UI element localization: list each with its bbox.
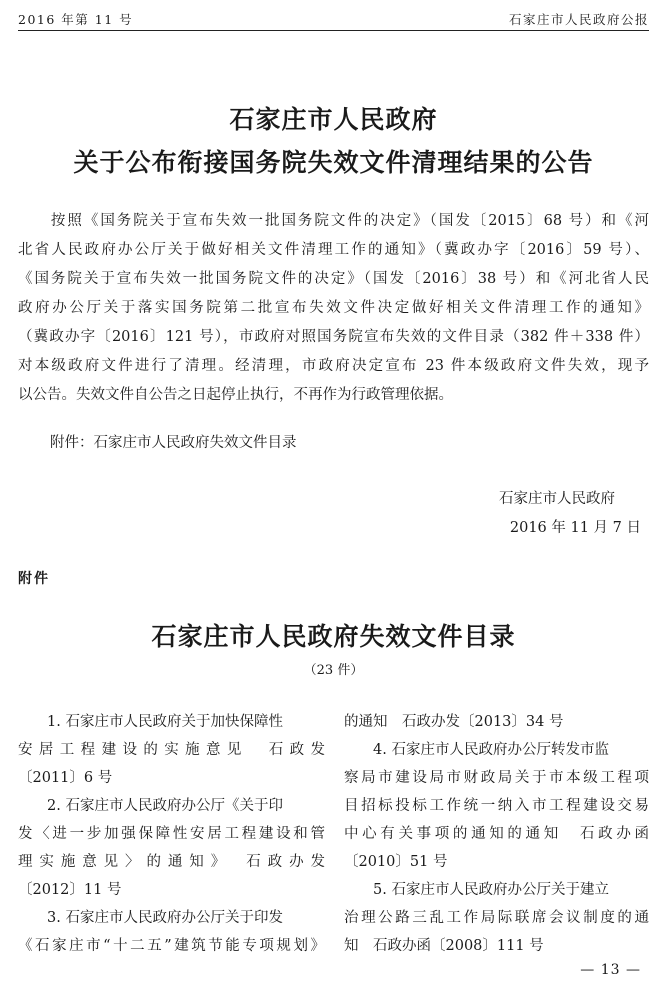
list-item-line: 的通知 石政办发〔2013〕34 号 bbox=[344, 714, 564, 730]
list-item-line: 〔2011〕6 号 bbox=[18, 770, 113, 786]
body-line: 以公告。失效文件自公告之日起停止执行，不再作为行政管理依据。 bbox=[18, 387, 453, 403]
signature-org: 石家庄市人民政府 bbox=[499, 491, 615, 507]
list-item-line: 中心有关事项的通知的通知 石政办函 bbox=[344, 826, 649, 842]
page-number: — 13 — bbox=[580, 962, 641, 978]
page-header bbox=[18, 10, 649, 30]
list-item-line: 〔2010〕51 号 bbox=[344, 854, 448, 870]
title-line-2: 关于公布衔接国务院失效文件清理结果的公告 bbox=[73, 148, 594, 177]
body-line: 《国务院关于宣布失效一批国务院文件的决定》（国发〔2016〕38 号）和《河北省人民 bbox=[18, 271, 649, 287]
title-line-1: 石家庄市人民政府 bbox=[229, 105, 438, 134]
publication-name: 石家庄市人民政府公报 bbox=[508, 12, 649, 27]
list-item-line: 安居工程建设的实施意见 石政发 bbox=[18, 742, 325, 758]
issue-label: 2016 年第 11 号 bbox=[18, 12, 134, 27]
list-item-line: 理实施意见〉的通知》 石政办发 bbox=[18, 854, 325, 870]
appendix-title: 石家庄市人民政府失效文件目录 bbox=[151, 622, 516, 651]
list-item-line: 1. 石家庄市人民政府关于加快保障性 bbox=[18, 714, 283, 730]
list-item-line: 〔2012〕11 号 bbox=[18, 882, 122, 898]
body-line: 按照《国务院关于宣布失效一批国务院文件的决定》（国发〔2015〕68 号）和《河 bbox=[18, 213, 649, 229]
appendix-count: （23 件） bbox=[303, 663, 364, 678]
attachment-note: 附件：石家庄市人民政府失效文件目录 bbox=[50, 435, 297, 451]
signature-date: 2016 年 11 月 7 日 bbox=[509, 520, 641, 536]
list-item-line: 治理公路三乱工作局际联席会议制度的通 bbox=[344, 910, 649, 926]
body-line: 北省人民政府办公厅关于做好相关文件清理工作的通知》（冀政办字〔2016〕59 号）、 bbox=[18, 242, 649, 258]
list-item-line: 察局市建设局市财政局关于市本级工程项 bbox=[344, 770, 649, 786]
list-item-line: 4. 石家庄市人民政府办公厅转发市监 bbox=[344, 742, 609, 758]
header-divider bbox=[18, 30, 649, 31]
list-item-line: 2. 石家庄市人民政府办公厅《关于印 bbox=[18, 798, 283, 814]
list-item-line: 3. 石家庄市人民政府办公厅关于印发 bbox=[18, 910, 283, 926]
body-line: （冀政办字〔2016〕121 号），市政府对照国务院宣布失效的文件目录（382 件＋338 件） bbox=[18, 329, 649, 345]
body-line: 政府办公厅关于落实国务院第二批宣布失效文件决定做好相关文件清理工作的通知》 bbox=[18, 300, 649, 316]
list-item-line: 发〈进一步加强保障性安居工程建设和管 bbox=[18, 826, 325, 842]
appendix-label: 附件 bbox=[18, 571, 50, 587]
body-line: 对本级政府文件进行了清理。经清理，市政府决定宣布 23 件本级政府文件失效，现予 bbox=[18, 358, 649, 374]
list-item-line: 5. 石家庄市人民政府办公厅关于建立 bbox=[344, 882, 609, 898]
list-item-line: 目招标投标工作统一纳入市工程建设交易 bbox=[344, 798, 649, 814]
list-item-line: 《石家庄市“十二五”建筑节能专项规划》 bbox=[18, 938, 325, 954]
list-item-line: 知 石政办函〔2008〕111 号 bbox=[344, 938, 544, 954]
